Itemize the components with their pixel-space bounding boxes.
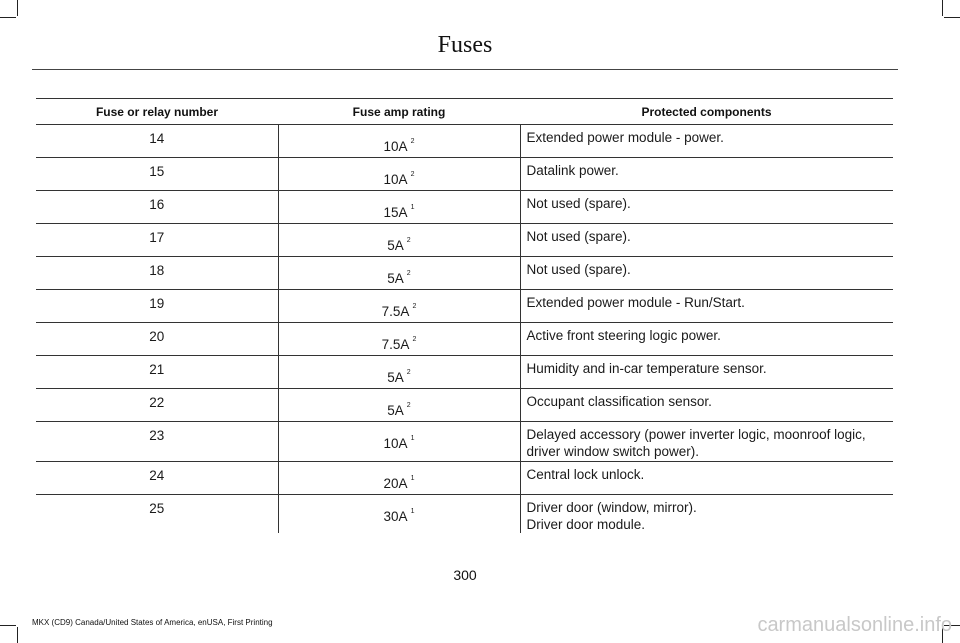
component-description: Humidity and in-car temperature sensor. (526, 361, 767, 376)
component-cell (520, 191, 893, 224)
amp-rating-cell (278, 495, 520, 534)
component-cell (520, 290, 893, 323)
table-row (36, 323, 893, 356)
amp-rating-cell (278, 191, 520, 224)
amp-rating-cell (278, 462, 520, 495)
amp-rating-cell (278, 323, 520, 356)
table-row (36, 462, 893, 495)
footnote-marker: 2 (406, 269, 411, 277)
fuse-number-cell (36, 462, 278, 495)
component-description: Active front steering logic power. (526, 328, 721, 343)
fuse-number: 20 (149, 329, 165, 344)
table-header-row (36, 99, 893, 125)
fuse-number-cell (36, 323, 278, 356)
table-row (36, 422, 893, 462)
component-description: Not used (spare). (526, 196, 631, 211)
table-row (36, 125, 893, 158)
fuse-number: 15 (149, 164, 165, 179)
crop-mark (944, 17, 960, 18)
fuse-number-cell (36, 290, 278, 323)
amp-rating: 30A (383, 509, 408, 524)
component-cell (520, 356, 893, 389)
component-description: Central lock unlock. (526, 467, 645, 482)
fuse-number: 22 (149, 395, 165, 410)
component-cell (520, 495, 893, 534)
table-row (36, 257, 893, 290)
component-description: Delayed accessory (power inverter logic, moonroof logic, driver window switch power). (526, 427, 866, 459)
crop-mark (942, 0, 943, 16)
amp-rating: 5A (387, 370, 404, 385)
crop-mark (0, 625, 16, 626)
fuse-number: 21 (149, 362, 165, 377)
fuse-number: 14 (149, 131, 165, 146)
component-description: Not used (spare). (526, 262, 631, 277)
component-description: Driver door module. (526, 517, 646, 532)
column-header-fuse-number: Fuse or relay number (36, 99, 278, 125)
fuse-number: 25 (149, 501, 165, 516)
footnote-marker: 2 (410, 170, 415, 178)
component-cell (520, 125, 893, 158)
footnote-marker: 1 (410, 507, 415, 515)
column-header-protected-components: Protected components (520, 99, 893, 125)
component-cell (520, 323, 893, 356)
component-description: Not used (spare). (526, 229, 631, 244)
amp-rating: 7.5A (381, 337, 410, 352)
footnote-marker: 1 (410, 434, 415, 442)
fuse-number: 17 (149, 230, 165, 245)
table-row (36, 290, 893, 323)
amp-rating: 10A (383, 172, 408, 187)
fuse-number: 18 (149, 263, 165, 278)
page-number: 300 (453, 567, 477, 583)
fuse-number-cell (36, 158, 278, 191)
component-description: Driver door (window, mirror). (526, 500, 697, 515)
component-cell (520, 158, 893, 191)
footnote-marker: 2 (410, 137, 415, 145)
component-description: Occupant classification sensor. (526, 394, 712, 409)
fuse-number: 19 (149, 296, 165, 311)
fuse-number: 16 (149, 197, 165, 212)
crop-mark (17, 627, 18, 643)
table-row (36, 356, 893, 389)
amp-rating-cell (278, 422, 520, 462)
fuse-number-cell (36, 389, 278, 422)
page-title: Fuses (437, 32, 493, 58)
table-row (36, 389, 893, 422)
component-description: Datalink power. (526, 163, 619, 178)
fuse-number-cell (36, 257, 278, 290)
component-description: Extended power module - power. (526, 130, 724, 145)
amp-rating-cell (278, 356, 520, 389)
table-row (36, 224, 893, 257)
footnote-marker: 2 (412, 302, 417, 310)
fuse-number-cell (36, 125, 278, 158)
crop-mark (0, 17, 16, 18)
amp-rating-cell (278, 290, 520, 323)
fuse-number: 23 (149, 428, 165, 443)
component-cell (520, 224, 893, 257)
footnote-marker: 1 (410, 474, 415, 482)
amp-rating: 10A (383, 436, 408, 451)
amp-rating-cell (278, 224, 520, 257)
footnote-marker: 2 (406, 236, 411, 244)
amp-rating-cell (278, 257, 520, 290)
amp-rating: 20A (383, 476, 408, 491)
fuse-table (36, 98, 893, 533)
fuse-number-cell (36, 495, 278, 534)
table-row (36, 158, 893, 191)
table-row (36, 495, 893, 534)
amp-rating: 5A (387, 403, 404, 418)
footnote-marker: 2 (406, 368, 411, 376)
crop-mark (17, 0, 18, 16)
column-header-amp-rating: Fuse amp rating (278, 99, 520, 125)
fuse-number-cell (36, 191, 278, 224)
amp-rating: 5A (387, 271, 404, 286)
amp-rating-cell (278, 158, 520, 191)
amp-rating: 15A (383, 205, 408, 220)
footnote-marker: 2 (406, 401, 411, 409)
amp-rating-cell (278, 125, 520, 158)
component-cell (520, 257, 893, 290)
amp-rating: 10A (383, 139, 408, 154)
fuse-number: 24 (149, 468, 165, 483)
amp-rating: 5A (387, 238, 404, 253)
component-cell (520, 389, 893, 422)
footnote-marker: 1 (410, 203, 415, 211)
fuse-number-cell (36, 224, 278, 257)
fuse-number-cell (36, 422, 278, 462)
component-description: Extended power module - Run/Start. (526, 295, 745, 310)
amp-rating-cell (278, 389, 520, 422)
fuse-number-cell (36, 356, 278, 389)
watermark: carmanualsonline.info (757, 614, 952, 636)
title-divider (32, 69, 898, 70)
component-cell (520, 422, 893, 462)
amp-rating: 7.5A (381, 304, 410, 319)
component-cell (520, 462, 893, 495)
footnote-marker: 2 (412, 335, 417, 343)
table-row (36, 191, 893, 224)
edition-footer: MKX (CD9) Canada/United States of America, enUSA, First Printing (32, 618, 273, 627)
